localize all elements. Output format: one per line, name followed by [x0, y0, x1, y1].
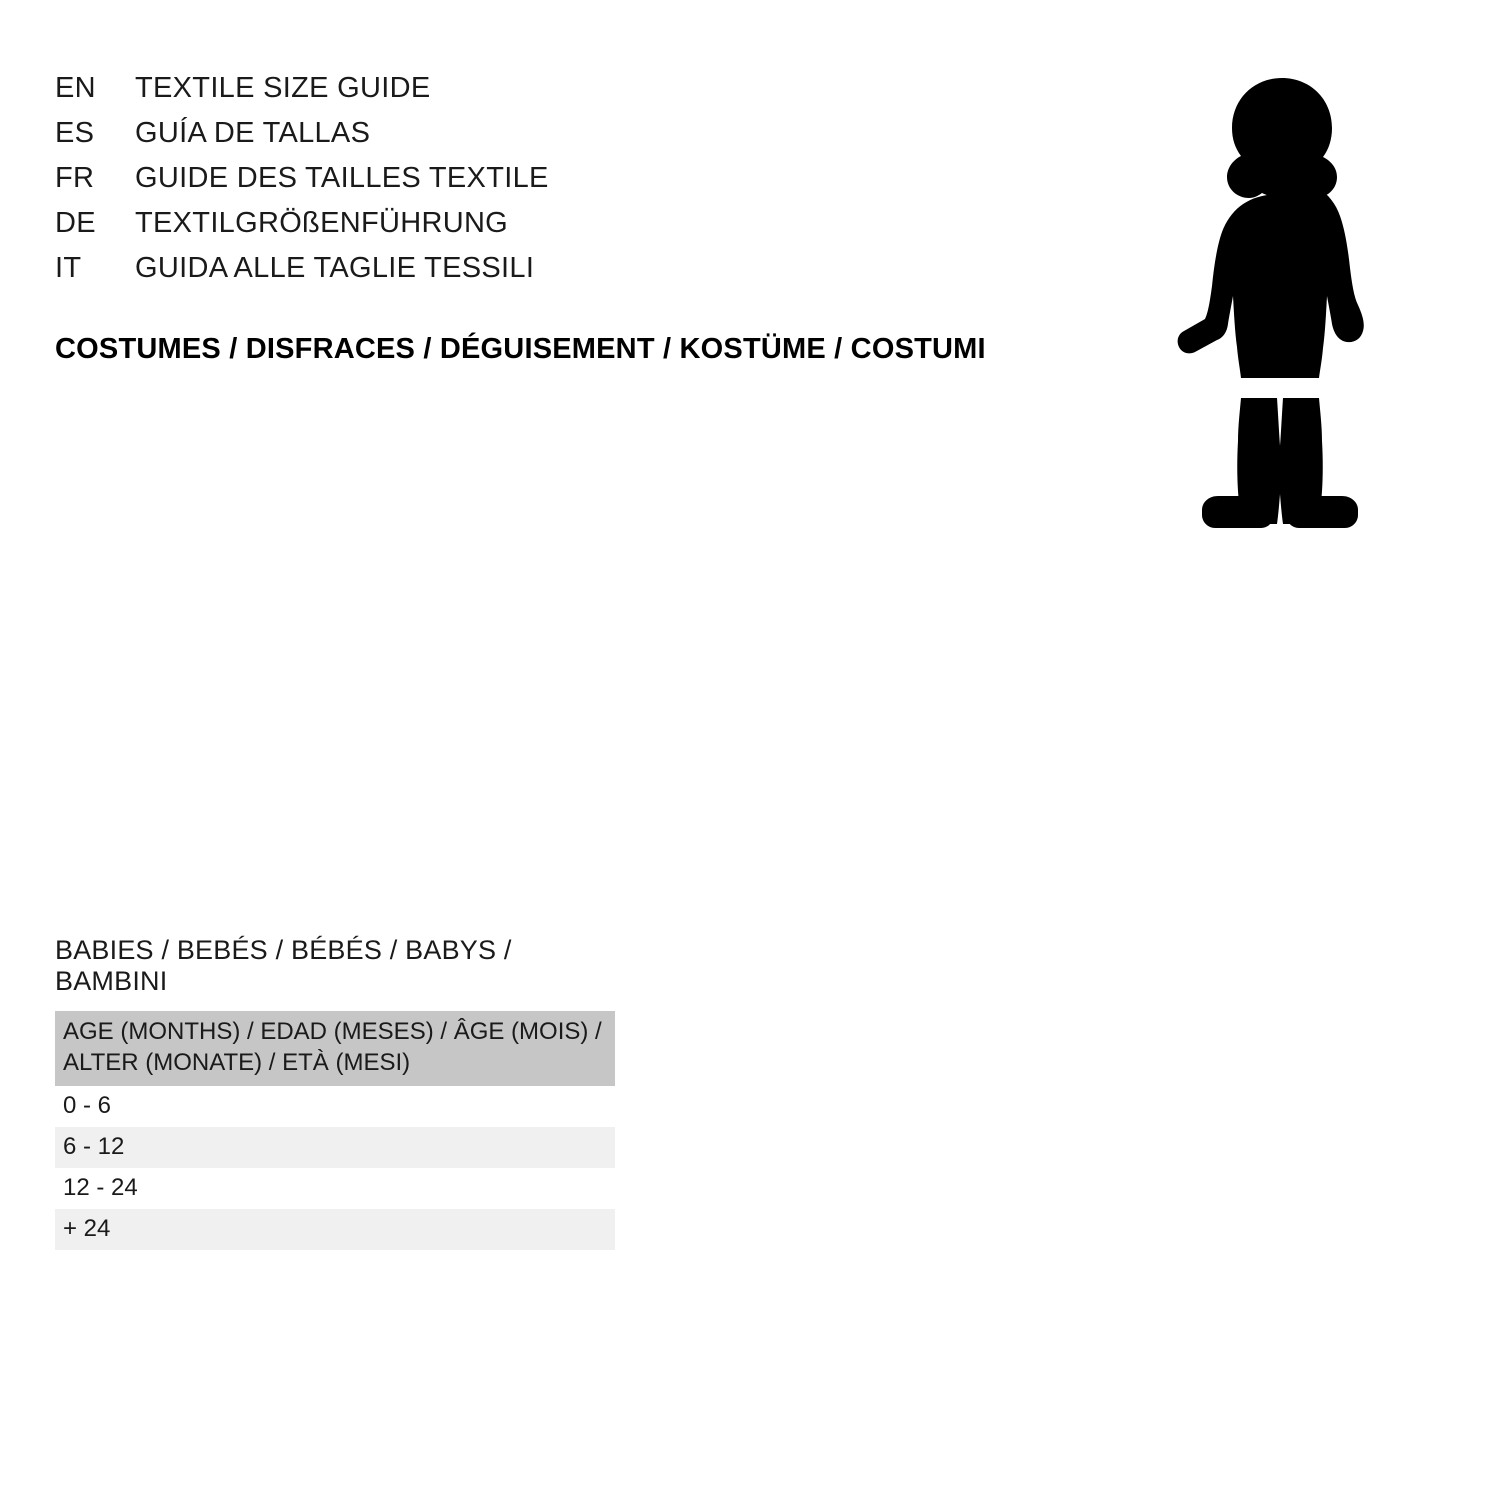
- toddler-silhouette-icon: [1120, 70, 1440, 550]
- language-row-es: [55, 117, 1055, 162]
- language-header-block: [55, 72, 1055, 297]
- table-row: [55, 1209, 615, 1250]
- language-row-it: [55, 252, 1055, 297]
- table-cell-age: 12 - 24: [55, 1168, 615, 1209]
- language-text-en: TEXTILE SIZE GUIDE: [135, 72, 431, 104]
- language-code-fr: FR: [55, 162, 95, 194]
- language-code-es: ES: [55, 117, 95, 149]
- language-text-de: TEXTILGRÖßENFÜHRUNG: [135, 207, 509, 239]
- language-row-de: [55, 207, 1055, 252]
- language-text-es: GUÍA DE TALLAS: [135, 117, 371, 149]
- language-code-it: IT: [55, 252, 82, 284]
- language-text-fr: GUIDE DES TAILLES TEXTILE: [135, 162, 549, 194]
- size-table-title: BABIES / BEBÉS / BÉBÉS / BABYS / BAMBINI: [55, 935, 512, 996]
- language-row-en: [55, 72, 1055, 117]
- table-header-row: [55, 1011, 615, 1086]
- size-table: [55, 1011, 615, 1250]
- table-row: [55, 1168, 615, 1209]
- category-title: COSTUMES / DISFRACES / DÉGUISEMENT / KOSTÜME / COSTUMI: [55, 333, 986, 365]
- table-cell-age: 0 - 6: [55, 1086, 615, 1127]
- table-cell-age: 6 - 12: [55, 1127, 615, 1168]
- language-code-en: EN: [55, 72, 96, 104]
- language-row-fr: [55, 162, 1055, 207]
- size-table-section: [55, 935, 615, 1250]
- table-column-header-age: AGE (MONTHS) / EDAD (MESES) / ÂGE (MOIS) / ALTER (MONATE) / ETÀ (MESI): [55, 1011, 615, 1086]
- table-row: [55, 1086, 615, 1127]
- table-row: [55, 1127, 615, 1168]
- language-code-de: DE: [55, 207, 96, 239]
- language-text-it: GUIDA ALLE TAGLIE TESSILI: [135, 252, 535, 284]
- table-cell-age: + 24: [55, 1209, 615, 1250]
